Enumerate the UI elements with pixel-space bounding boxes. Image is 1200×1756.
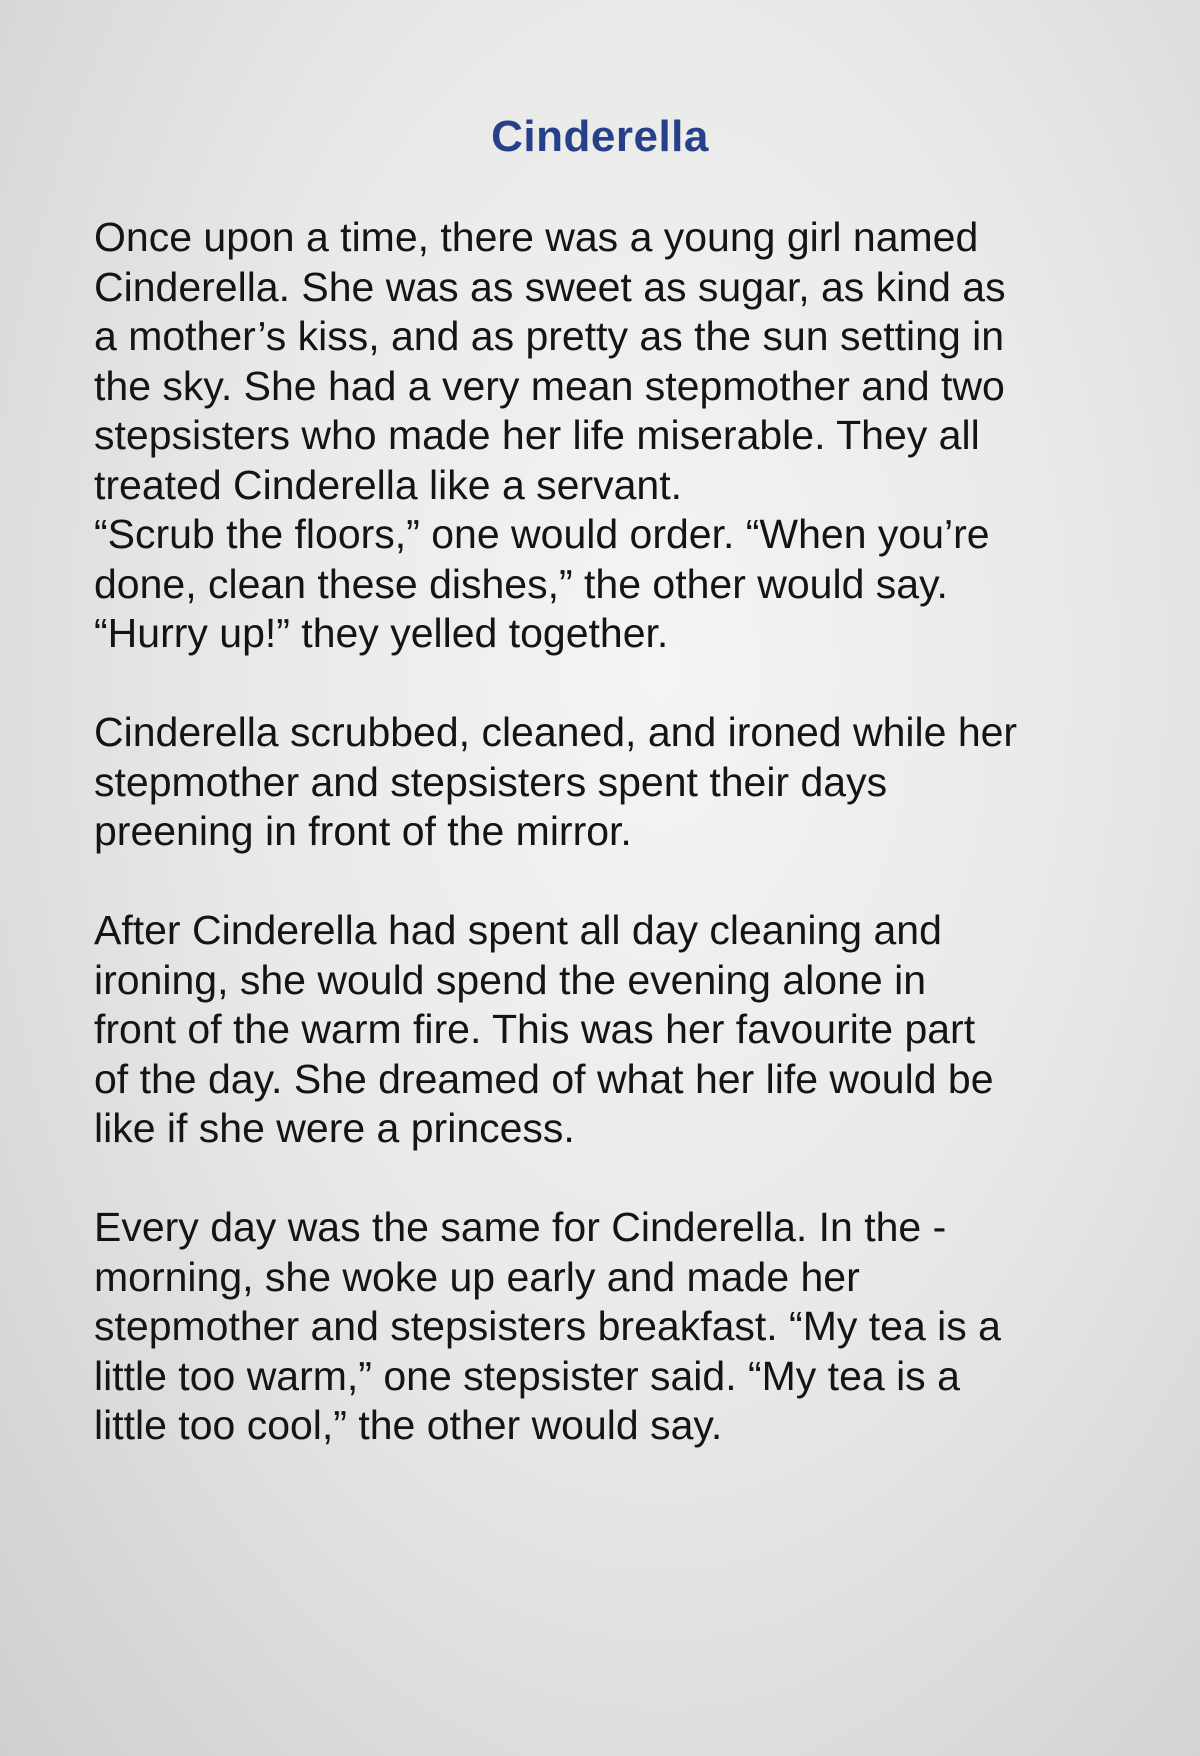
text-line: After Cinderella had spent all day cleaning and [94, 907, 942, 953]
text-line: stepsisters who made her life miserable. They all [94, 412, 980, 458]
text-line: Cinderella scrubbed, cleaned, and ironed while her [94, 709, 1018, 755]
text-line: preening in front of the mirror. [94, 808, 632, 854]
paragraph-1 [94, 213, 1154, 659]
text-line: front of the warm fire. This was her favourite part [94, 1006, 976, 1052]
text-line: little too cool,” the other would say. [94, 1402, 723, 1448]
page-title: Cinderella [491, 112, 709, 161]
text-line: stepmother and stepsisters breakfast. “My tea is a [94, 1303, 1001, 1349]
text-line: morning, she woke up early and made her [94, 1253, 860, 1300]
paragraph-spacer [94, 857, 1154, 907]
text-line: “Hurry up!” they yelled together. [94, 610, 669, 656]
paragraph-spacer [94, 1154, 1154, 1204]
text-line: “Scrub the floors,” one would order. “When you’re [94, 511, 990, 557]
paragraph-4 [94, 1203, 1154, 1451]
text-line: little too warm,” one stepsister said. “My tea is a [94, 1352, 960, 1399]
text-line: a mother’s kiss, and as pretty as the sun setting in [94, 313, 1005, 359]
text-line: stepmother and stepsisters spent their days [94, 758, 888, 805]
text-line: ironing, she would spend the evening alone in [94, 956, 926, 1003]
paragraph-3 [94, 906, 1154, 1154]
text-line: the sky. She had a very mean stepmother and two [94, 362, 1005, 409]
story-body [94, 213, 1154, 1451]
text-line: treated Cinderella like a servant. [94, 461, 682, 508]
text-line: of the day. She dreamed of what her life would be [94, 1055, 994, 1102]
text-line: done, clean these dishes,” the other would say. [94, 560, 948, 607]
paragraph-spacer [94, 659, 1154, 709]
paragraph-2 [94, 708, 1154, 857]
text-line: Every day was the same for Cinderella. In the - [94, 1204, 947, 1250]
text-line: Once upon a time, there was a young girl named [94, 214, 979, 260]
text-line: like if she were a princess. [94, 1105, 575, 1151]
text-line: Cinderella. She was as sweet as sugar, as kind as [94, 263, 1006, 310]
